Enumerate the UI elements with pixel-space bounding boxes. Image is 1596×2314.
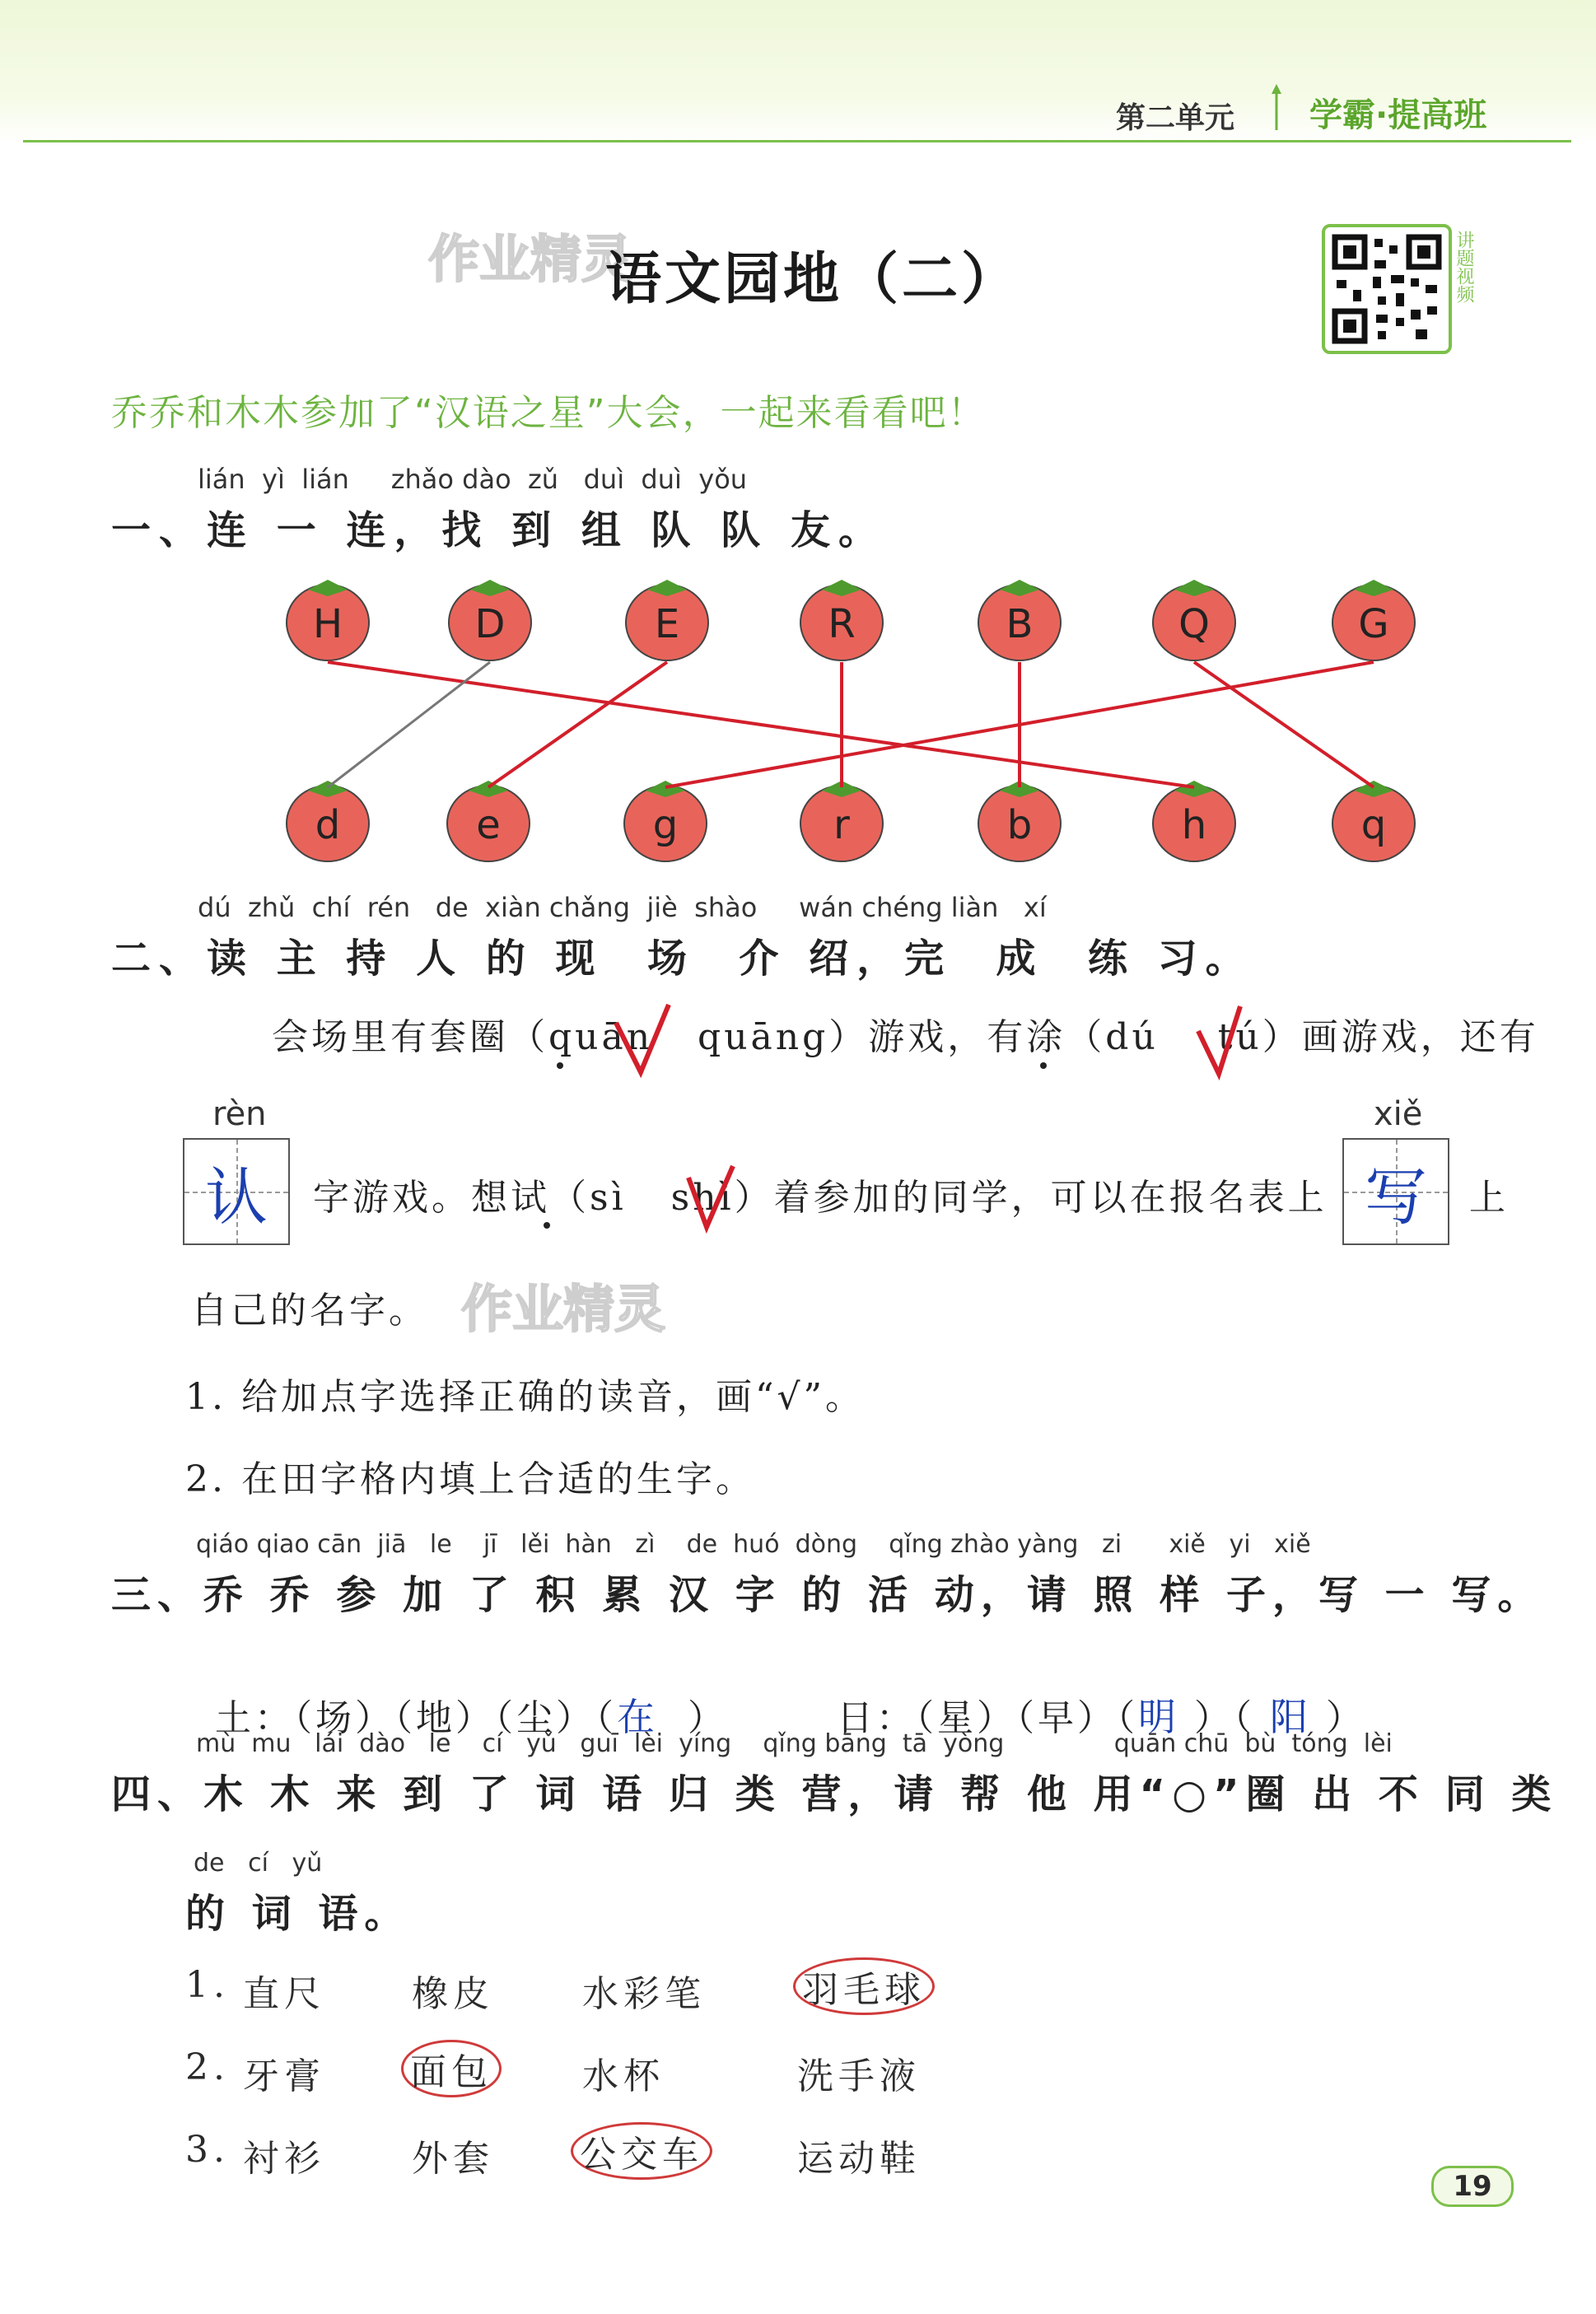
q3-row-ri-prefix: 日：（星）（早）（ [836,1697,1138,1739]
q4-word: 牙膏 [243,2055,325,2097]
box2-answer: 写 [1365,1159,1427,1234]
tomato-letter: D [474,601,506,647]
tomato-top-H [287,580,369,660]
q4-pinyin-2: de cí yǔ [194,1849,323,1878]
tomato-letter: h [1181,802,1207,848]
q2-line2: 字游戏。想试（sì shì）着参加的同学，可以在报名表上 [313,1177,1328,1219]
match-line [1194,662,1374,787]
qr-label: 讲题视频 [1454,231,1474,303]
q3-row-ri: 日：（星）（早）（明 ）（ 阳 ） [836,1695,1365,1739]
q4-row-number: 2. [185,2046,230,2088]
header-divider [23,140,1571,142]
q3-row-ri-answer-2: 阳 [1269,1695,1311,1739]
check-mark-icon [1198,1006,1240,1074]
match-line [488,662,667,787]
q1-pinyin: lián yì lián zhǎo dào zǔ duì duì yǒu [198,464,748,495]
q4-word: 洗手液 [797,2055,921,2097]
q4-text: 四、木 木 来 到 了 词 语 归 类 营，请 帮 他 用“○”圈 出 不 同 类 [111,1771,1558,1817]
q4-word: 水杯 [582,2055,665,2097]
box1-pinyin: rèn [212,1095,267,1133]
q4-word-circled[interactable]: 羽毛球 [793,1957,935,2015]
tomato-bottom-g [624,781,707,861]
q2-line2-end: 上 [1469,1177,1509,1219]
tomato-letter: G [1358,601,1389,647]
q2-line3: 自己的名字。 [191,1290,428,1332]
check-mark-icon [616,1005,669,1072]
unit-label: 第二单元 [1116,101,1235,135]
tomato-bottom-h [1153,781,1235,861]
q4-text-2: 的 词 语。 [185,1891,411,1937]
q4-word: 橡皮 [412,1973,494,2015]
q2-text: 二、读 主 持 人 的 现 场 介 绍，完 成 练 习。 [111,935,1253,982]
qr-code-icon [1325,227,1449,351]
tomato-letter: Q [1178,601,1210,647]
q3-text: 三、乔 乔 参 加 了 积 累 汉 字 的 活 动，请 照 样 子，写 一 写。 [111,1572,1544,1618]
tomato-letter: E [654,601,680,647]
tomato-letter: H [312,601,343,647]
tomato-top-B [978,580,1061,660]
q3-row-ri-answer-1: 明 [1137,1695,1179,1739]
watermark: 作业精灵 [428,229,633,289]
tomato-letter: e [476,802,501,848]
tomato-bottom-e [447,781,530,861]
q4-word: 水彩笔 [582,1973,706,2015]
brand-label: 学霸·提高班 [1309,96,1487,134]
leaf-icon [1268,81,1285,130]
page-title: 语文园地（二） [605,247,1021,312]
q2-pinyin: dú zhǔ chí rén de xiàn chǎng jiè shào wán chéng liàn xí [198,892,1047,923]
tomato-bottom-b [978,781,1061,861]
tomato-letter: r [833,802,850,848]
q2-sub2: 2. 在田字格内填上合适的生字。 [185,1458,755,1500]
q4-word: 衬衫 [243,2138,325,2180]
tomato-top-D [449,580,531,660]
tomato-top-R [800,580,883,660]
q3-row-tu-prefix: 土：（场）（地）（尘）（ [214,1697,617,1739]
tianzige-box-2[interactable] [1342,1138,1449,1245]
tomato-bottom-r [800,781,883,861]
match-line [328,662,1194,787]
qr-code[interactable] [1322,224,1452,354]
tomato-bottom-d [287,781,369,861]
intro-text: 乔乔和木木参加了“汉语之星”大会，一起来看看吧！ [111,392,986,434]
q3-pinyin: qiáo qiao cān jiā le jī lěi hàn zì de huó dòng qǐng zhào yàng zi xiě yi xiě [196,1530,1311,1559]
page-number: 19 [1431,2166,1514,2207]
q2-sub1: 1. 给加点字选择正确的读音，画“√”。 [185,1376,865,1418]
box1-answer: 认 [205,1159,268,1234]
tomato-letter: q [1360,802,1387,848]
tomato-letter: B [1006,601,1034,647]
q4-row-number: 1. [185,1964,230,2006]
tomato-letter: b [1006,802,1033,848]
q1-text: 一、连 一 连，找 到 组 队 队 友。 [111,507,886,553]
tomato-top-Q [1153,580,1235,660]
matching-diagram [0,560,1596,889]
tomato-top-E [626,580,708,660]
q4-word: 直尺 [243,1973,325,2015]
tomato-letter: d [315,802,341,848]
q3-row-tu-answer: 在 [616,1695,658,1739]
q4-row-number: 3. [185,2129,230,2171]
q4-word-circled[interactable]: 公交车 [571,2122,712,2180]
q3-row-tu: 土：（场）（地）（尘）（在 ） [214,1695,727,1739]
q4-word-circled[interactable]: 面包 [401,2040,502,2097]
tomato-bottom-q [1332,781,1415,861]
tomato-top-G [1332,580,1415,660]
tomato-letter: R [828,601,856,647]
tomato-letter: g [652,802,679,848]
q4-word: 外套 [412,2138,494,2180]
match-line [328,662,490,787]
q4-word: 运动鞋 [797,2138,921,2180]
q2-line1: 会场里有套圈（quān quāng）游戏，有涂（dú tú）画游戏，还有 [272,1016,1539,1058]
q4-pinyin: mù mu lái dào le cí yǔ guī lèi yíng qǐng bāng tā yòng quān chū bù tóng lèi [196,1729,1393,1758]
box2-pinyin: xiě [1374,1095,1423,1133]
watermark: 作业精灵 [461,1279,666,1339]
check-mark-icon [688,1166,733,1227]
tianzige-box-1[interactable] [183,1138,290,1245]
